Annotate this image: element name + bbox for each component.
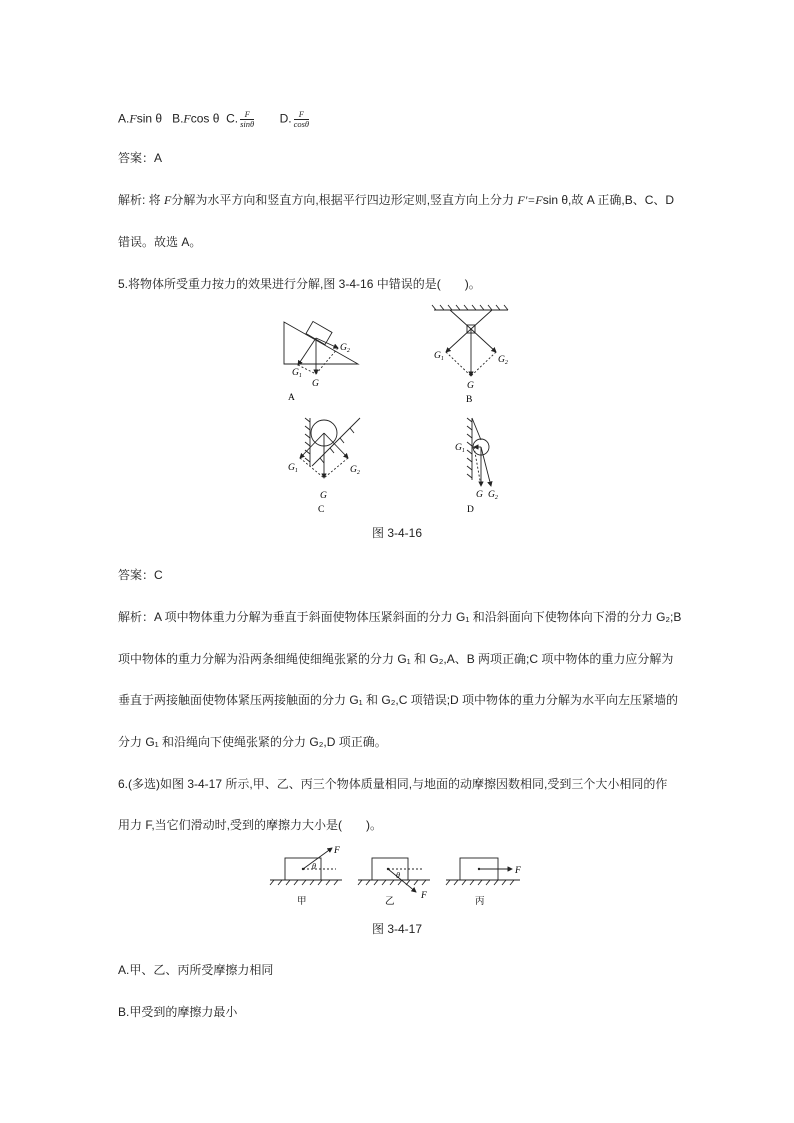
q4-analysis-line1 [118,192,674,208]
q5-analysis-line: 分力 G₁ 和沿绳向下使绳张紧的分力 G₂,D 项正确。 [118,735,387,749]
diagram-jia [270,848,342,885]
figure-3-4-17 [0,842,794,912]
q6-option-b: B.甲受到的摩擦力最小 [118,1005,238,1019]
q4-analysis-line2: 错误。故选 A。 [118,235,202,249]
diagram-a-caption: A [288,393,295,403]
q4-options [118,110,311,129]
q6-stem-line1: 6.(多选)如图 3-4-17 所示,甲、乙、丙三个物体质量相同,与地面的动摩擦因数相同,受到三个大小相同的作 [118,777,668,791]
diagram-yi [358,858,430,892]
q6-option-a: A.甲、乙、丙所受摩擦力相同 [118,963,274,977]
option-c-prefix: C. [226,111,239,126]
bing-f-label: F [515,866,521,876]
bing-caption: 丙 [475,897,485,907]
yi-theta-label: θ [396,871,400,880]
q5-analysis-line: 项中物体的重力分解为沿两条细绳使细绳张紧的分力 G₁ 和 G₂,A、B 两项正确;C 项中物体的重力应分解为 [118,652,674,666]
option-b-f: F [183,111,191,126]
diagram-a-g1-label: $G_1$ [292,368,302,379]
option-d-num: F [294,110,310,120]
q4-analysis-part: 分解为水平方向和竖直方向,根据平行四边形定则,竖直方向上分力 [171,193,518,207]
option-d-prefix: D. [279,111,292,126]
q4-answer: 答案：A [118,151,163,165]
option-d-fraction [294,110,310,129]
option-b-rest: cos θ [190,111,220,126]
diagram-a-g2-label: $G_2$ [340,343,350,354]
diagram-d-caption: D [467,505,474,515]
q6-stem-line2: 用力 F,当它们滑动时,受到的摩擦力大小是( )。 [118,818,382,832]
figure-3-4-16 [0,300,794,530]
option-b-prefix: B. [172,111,184,126]
jia-point [302,868,304,870]
q4-analysis-part: F [164,193,172,207]
q4-analysis-part: sin θ,故 A 正确,B、C、D [542,193,675,207]
bing-point [478,868,480,870]
diagram-d-g2-label: $G_2$ [488,490,498,501]
yi-point [387,868,389,870]
jia-theta-label: θ [312,862,316,871]
q5-analysis-line: 垂直于两接触面使物体紧压两接触面的分力 G₁ 和 G₂,C 项错误;D 项中物体的重力分解为水平向左压紧墙的 [118,693,679,707]
diagram-b-g1-label: $G_1$ [434,351,444,362]
option-a-rest: sin θ [136,111,163,126]
q5-analysis-line: 解析：A 项中物体重力分解为垂直于斜面使物体压紧斜面的分力 G₁ 和沿斜面向下使物体向下滑的分力 G₂;B [118,610,682,624]
jia-f-label: F [334,846,340,856]
diagram-a-g-label: G [312,379,319,389]
diagram-bing [446,858,520,885]
q5-answer: 答案：C [118,568,163,582]
figure-3-4-16-caption: 图 3-4-16 [372,526,423,540]
diagram-b-g-label: G [467,381,474,391]
diagram-c-g1-label: $G_1$ [288,463,298,474]
option-a-f: F [129,111,137,126]
option-c-den: sinθ [240,119,255,129]
diagram-b-g2-label: $G_2$ [498,355,508,366]
q5-stem: 5.将物体所受重力按力的效果进行分解,图 3-4-16 中错误的是( )。 [118,277,481,291]
diagram-d-g-label: G [476,490,483,500]
diagram-c-g-label: G [320,491,327,501]
diagram-c-g2-label: $G_2$ [350,465,360,476]
diagram-b-caption: B [466,395,473,405]
q4-analysis-part: F'=F [517,193,543,207]
diagram-b [432,305,508,376]
q4-analysis-part: 解析: 将 [118,193,165,207]
option-c-fraction [240,110,254,129]
diagram-d [467,418,491,486]
diagram-c-caption: C [318,505,325,515]
yi-caption: 乙 [385,897,395,907]
option-a-prefix: A. [118,111,130,126]
option-d-den: cosθ [293,119,310,129]
figure-3-4-17-caption: 图 3-4-17 [372,922,423,936]
option-c-num: F [240,110,254,120]
diagram-d-g1-label: $G_1$ [455,443,465,454]
jia-caption: 甲 [297,897,307,907]
yi-f-label: F [421,891,427,901]
